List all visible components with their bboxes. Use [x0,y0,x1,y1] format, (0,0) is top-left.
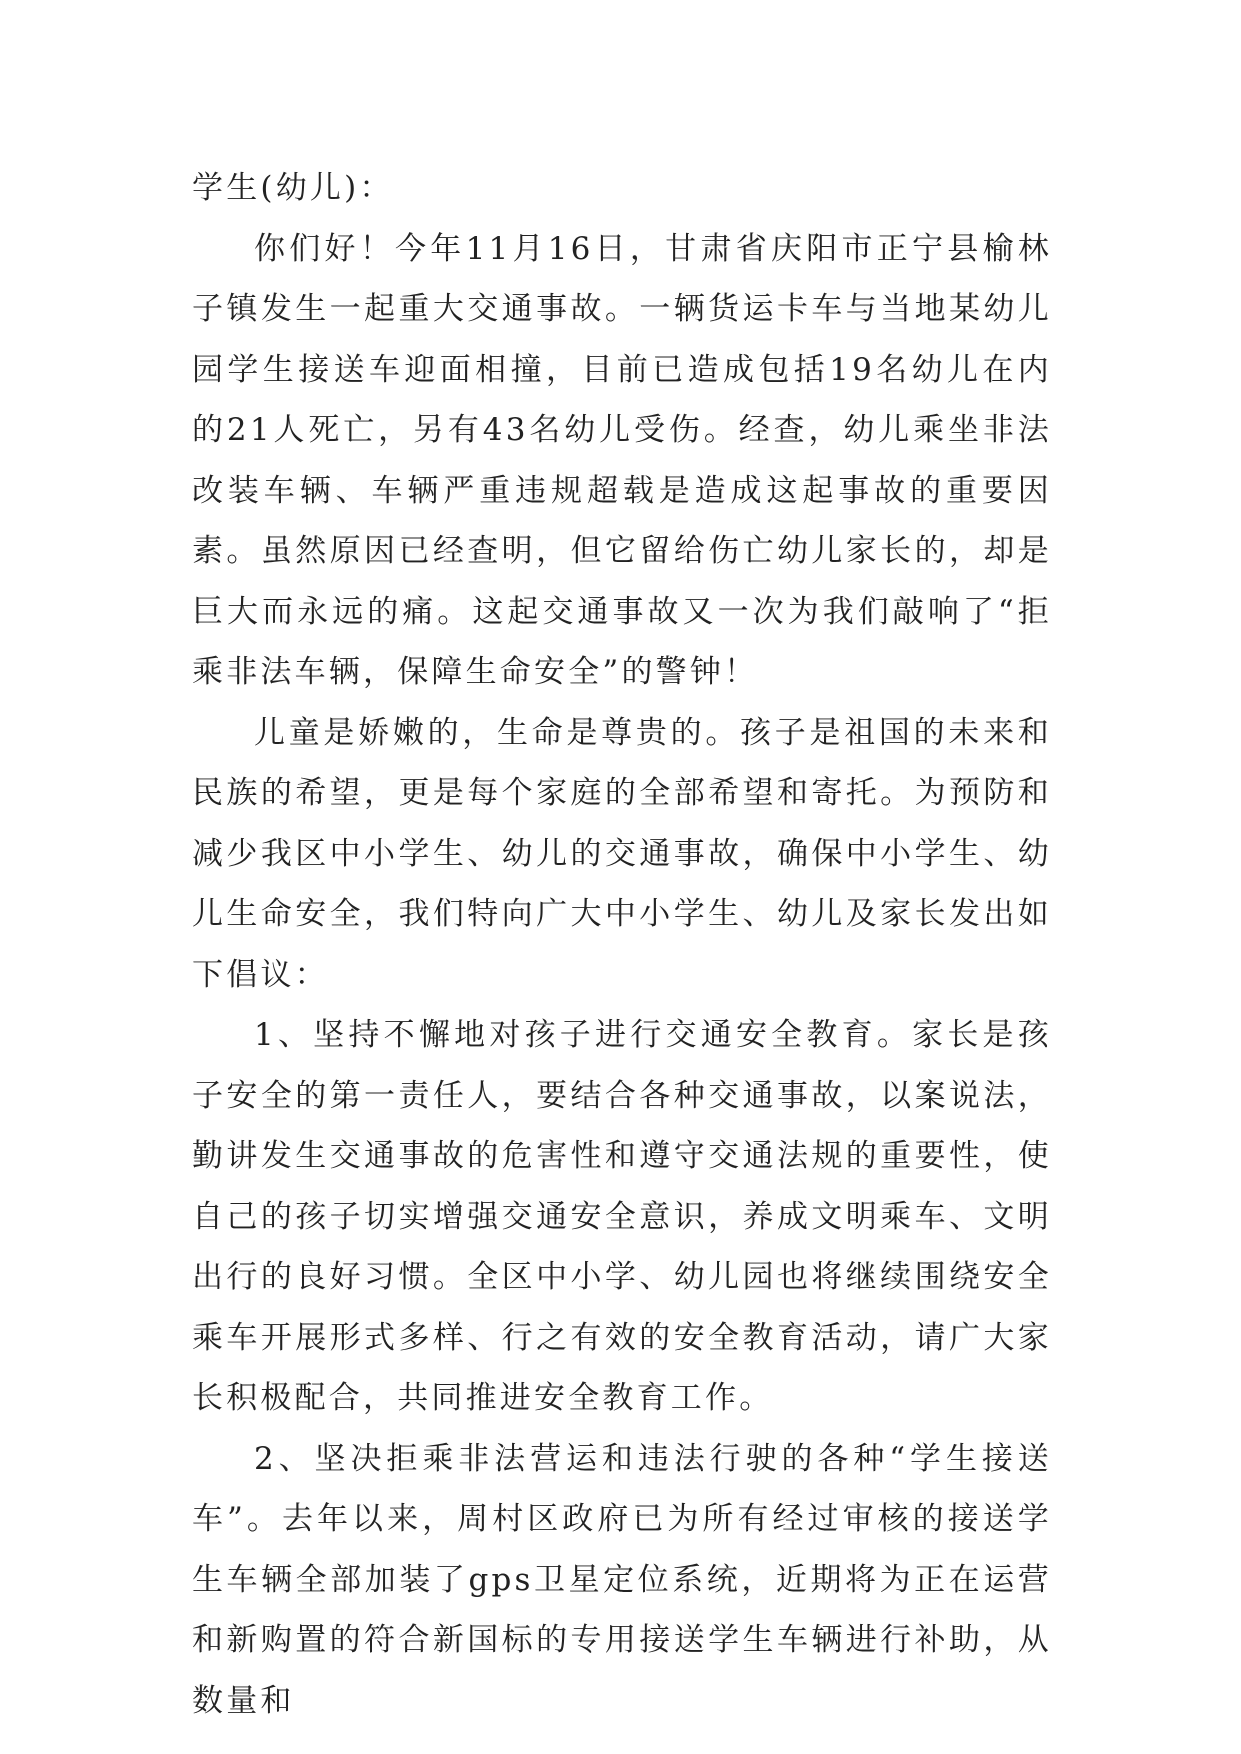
salutation: 学生(幼儿)： [192,170,394,206]
paragraph-accident-report: 你们好！今年11月16日，甘肃省庆阳市正宁县榆林子镇发生一起重大交通事故。一辆货运卡车与当地某幼儿园学生接送车迎面相撞，目前已造成包括19名幼儿在内的21人死亡，另有43名幼儿受伤。经查，幼儿乘坐非法改装车辆、车辆严重违规超载是造成这起事故的重要因素。虽然原因已经查明，但它留给伤亡幼儿家长的，却是巨大而永远的痛。这起交通事故又一次为我们敲响了“拒乘非法车辆，保障生命安全”的警钟！ [192,230,1052,690]
paragraph-item-2: 2、坚决拒乘非法营运和违法行驶的各种“学生接送车”。去年以来，周村区政府已为所有经过审核的接送学生车辆全部加装了gps卫星定位系统，近期将为正在运营和新购置的符合新国标的专用接送学生车辆进行补助，从数量和 [192,1440,1052,1719]
document-body [192,158,1052,1731]
paragraph-proposal-intro: 儿童是娇嫩的，生命是尊贵的。孩子是祖国的未来和民族的希望，更是每个家庭的全部希望和寄托。为预防和减少我区中小学生、幼儿的交通事故，确保中小学生、幼儿生命安全，我们特向广大中小学生、幼儿及家长发出如下倡议： [192,714,1052,993]
paragraph-item-1: 1、坚持不懈地对孩子进行交通安全教育。家长是孩子安全的第一责任人，要结合各种交通事故，以案说法，勤讲发生交通事故的危害性和遵守交通法规的重要性，使自己的孩子切实增强交通安全意识，养成文明乘车、文明出行的良好习惯。全区中小学、幼儿园也将继续围绕安全乘车开展形式多样、行之有效的安全教育活动，请广大家长积极配合，共同推进安全教育工作。 [192,1017,1052,1416]
